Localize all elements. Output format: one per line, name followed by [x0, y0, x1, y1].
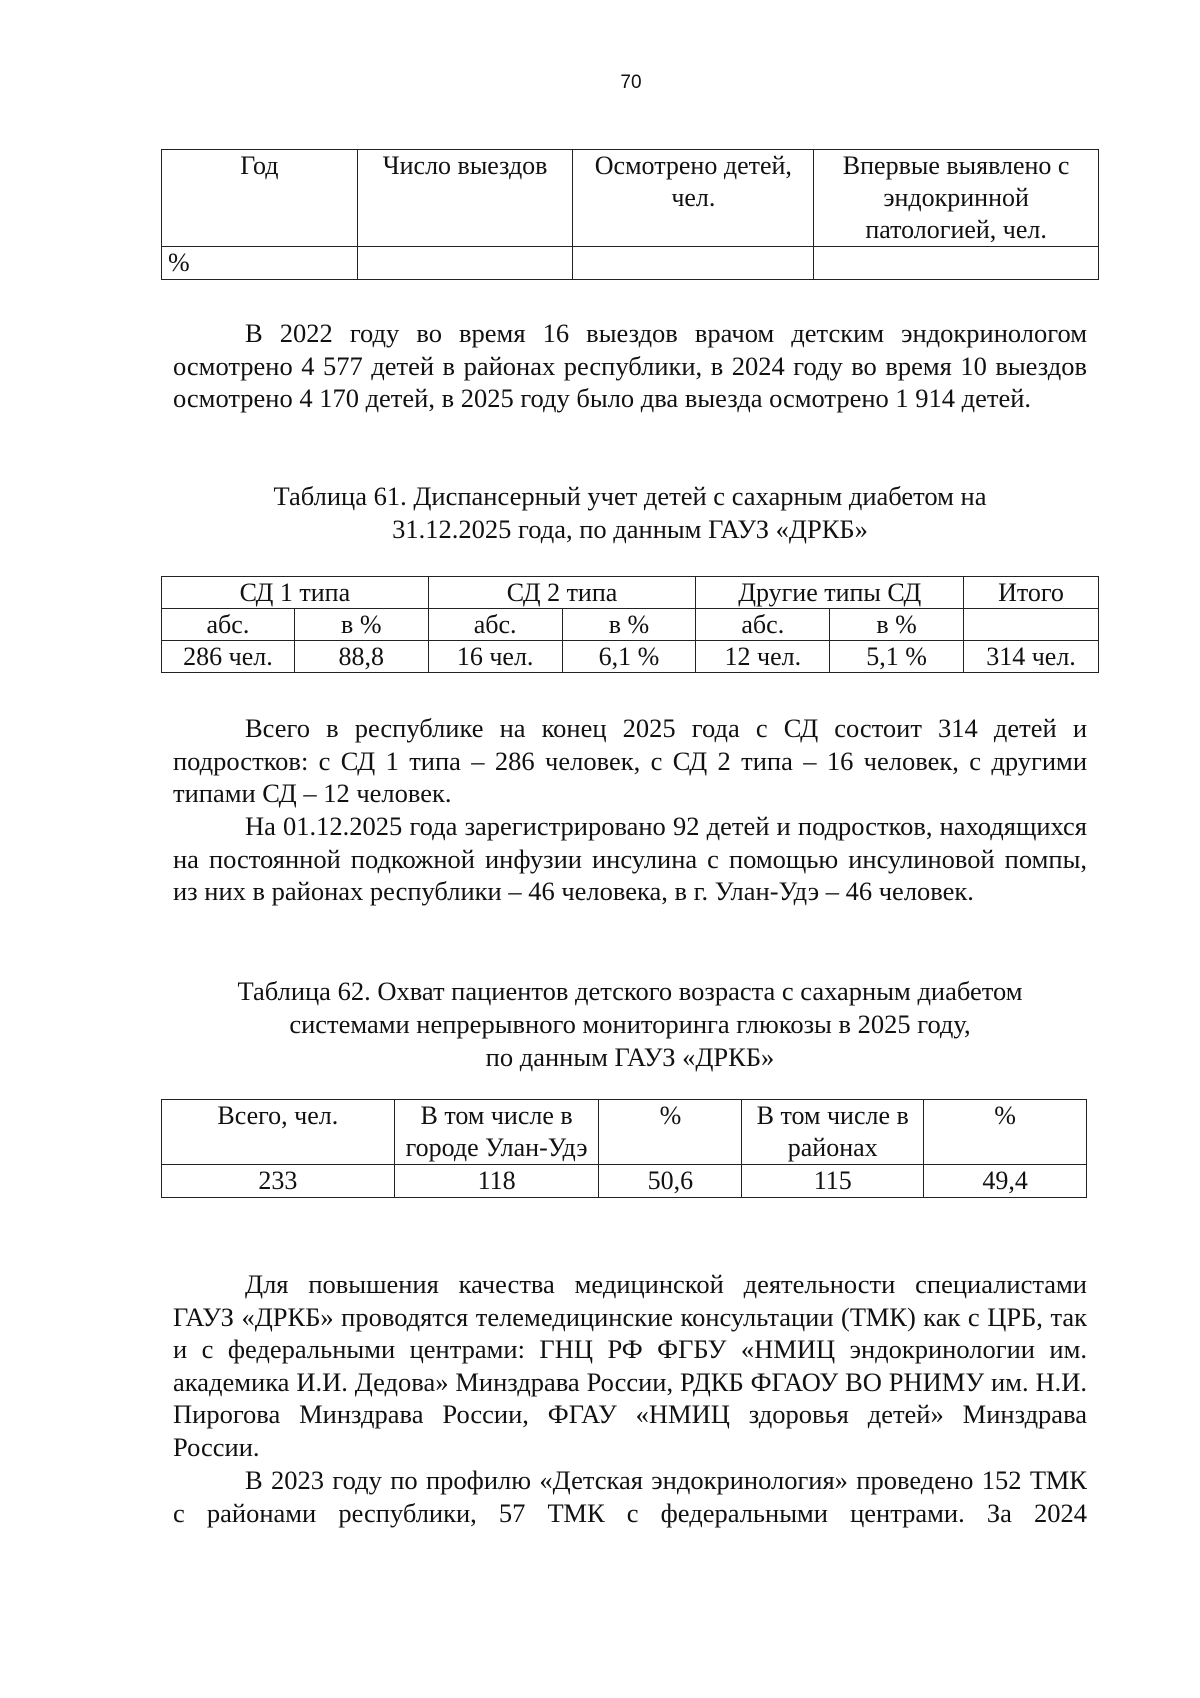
table-header-cell: абс.: [162, 609, 295, 641]
table-cell: 115: [742, 1165, 924, 1198]
table-header-cell: Всего, чел.: [162, 1100, 395, 1165]
glucose-monitoring-table: [161, 1099, 1087, 1198]
table-header-cell: В том числе в городе Улан-Удэ: [394, 1100, 599, 1165]
paragraph: Для повышения качества медицинской деятельности специалистами ГАУЗ «ДРКБ» проводятся телемедицинские консультации (ТМК) как с ЦРБ, так и с федеральными центрами: ГНЦ РФ ФГБУ «НМИЦ эндокринологии им. академика И.И. Дедова» Минздрава России, РДКБ ФГАОУ ВО РНИМУ им. Н.И. Пирогова Минздрава России, ФГАУ «НМИЦ здоровья детей» Минздрава России.: [173, 1269, 1087, 1462]
table-cell: 16 чел.: [428, 641, 562, 673]
table-cell: %: [162, 247, 358, 280]
table-cell: 233: [162, 1165, 395, 1198]
table-header-cell: В том числе в районах: [742, 1100, 924, 1165]
caption-line: по данным ГАУЗ «ДРКБ»: [485, 1042, 775, 1072]
table-cell: 118: [394, 1165, 599, 1198]
table-header-cell: абс.: [428, 609, 562, 641]
table-header-cell: [964, 609, 1099, 641]
table-62-caption: [173, 975, 1087, 1074]
table-row: [162, 247, 1099, 280]
table-cell: [357, 247, 573, 280]
table-header-cell: Итого: [964, 577, 1099, 609]
table-cell: 50,6: [599, 1165, 742, 1198]
table-header-cell: СД 1 типа: [162, 577, 429, 609]
table-header-cell: Другие типы СД: [696, 577, 964, 609]
table-cell: 5,1 %: [830, 641, 964, 673]
caption-line: 31.12.2025 года, по данным ГАУЗ «ДРКБ»: [392, 514, 868, 544]
paragraph: В 2022 году во время 16 выездов врачом детским эндокринологом осмотрено 4 577 детей в районах республики, в 2024 году во время 10 выездов осмотрено 4 170 детей, в 2025 году было два выезда осмотрено 1 914 детей.: [173, 318, 1087, 414]
field-visits-table: [161, 149, 1099, 280]
table-header-cell: %: [924, 1100, 1087, 1165]
page-number: 70: [620, 72, 642, 93]
table-header-cell: абс.: [696, 609, 830, 641]
table-header-cell: в %: [830, 609, 964, 641]
table-header-cell: Впервые выявлено с эндокринной патологией, чел.: [814, 150, 1099, 247]
caption-line: Таблица 62. Охват пациентов детского возраста с сахарным диабетом: [237, 976, 1023, 1006]
caption-line: системами непрерывного мониторинга глюкозы в 2025 году,: [289, 1009, 971, 1039]
table-header-cell: Осмотрено детей, чел.: [573, 150, 814, 247]
table-header-cell: %: [599, 1100, 742, 1165]
table-cell: 286 чел.: [162, 641, 295, 673]
table-header-cell: Год: [162, 150, 358, 247]
table-cell: 12 чел.: [696, 641, 830, 673]
table-header-cell: в %: [562, 609, 696, 641]
table-cell: 314 чел.: [964, 641, 1099, 673]
table-header-row: [162, 1100, 1087, 1165]
table-61-caption: [173, 480, 1087, 546]
table-subheader-row: [162, 609, 1099, 641]
table-cell: 49,4: [924, 1165, 1087, 1198]
paragraph: На 01.12.2025 года зарегистрировано 92 детей и подростков, находящихся на постоянной подкожной инфузии инсулина с помощью инсулиновой помпы, из них в районах республики – 46 человека, в г. Улан-Удэ – 46 человек.: [173, 811, 1087, 907]
caption-line: Таблица 61. Диспансерный учет детей с сахарным диабетом на: [273, 481, 987, 511]
table-header-cell: СД 2 типа: [428, 577, 696, 609]
table-cell: [814, 247, 1099, 280]
table-cell: 88,8: [294, 641, 428, 673]
table-header-cell: Число выездов: [357, 150, 573, 247]
table-row: [162, 641, 1099, 673]
table-cell: [573, 247, 814, 280]
diabetes-registry-table: [161, 576, 1099, 673]
table-header-row: [162, 150, 1099, 247]
table-cell: 6,1 %: [562, 641, 696, 673]
table-header-row: [162, 577, 1099, 609]
table-row: [162, 1165, 1087, 1198]
table-header-cell: в %: [294, 609, 428, 641]
paragraph: В 2023 году по профилю «Детская эндокринология» проведено 152 ТМК с районами республики, 57 ТМК с федеральными центрами. За 2024: [173, 1465, 1087, 1528]
paragraph: Всего в республике на конец 2025 года с СД состоит 314 детей и подростков: с СД 1 типа – 286 человек, с СД 2 типа – 16 человек, с другими типами СД – 12 человек.: [173, 713, 1087, 809]
